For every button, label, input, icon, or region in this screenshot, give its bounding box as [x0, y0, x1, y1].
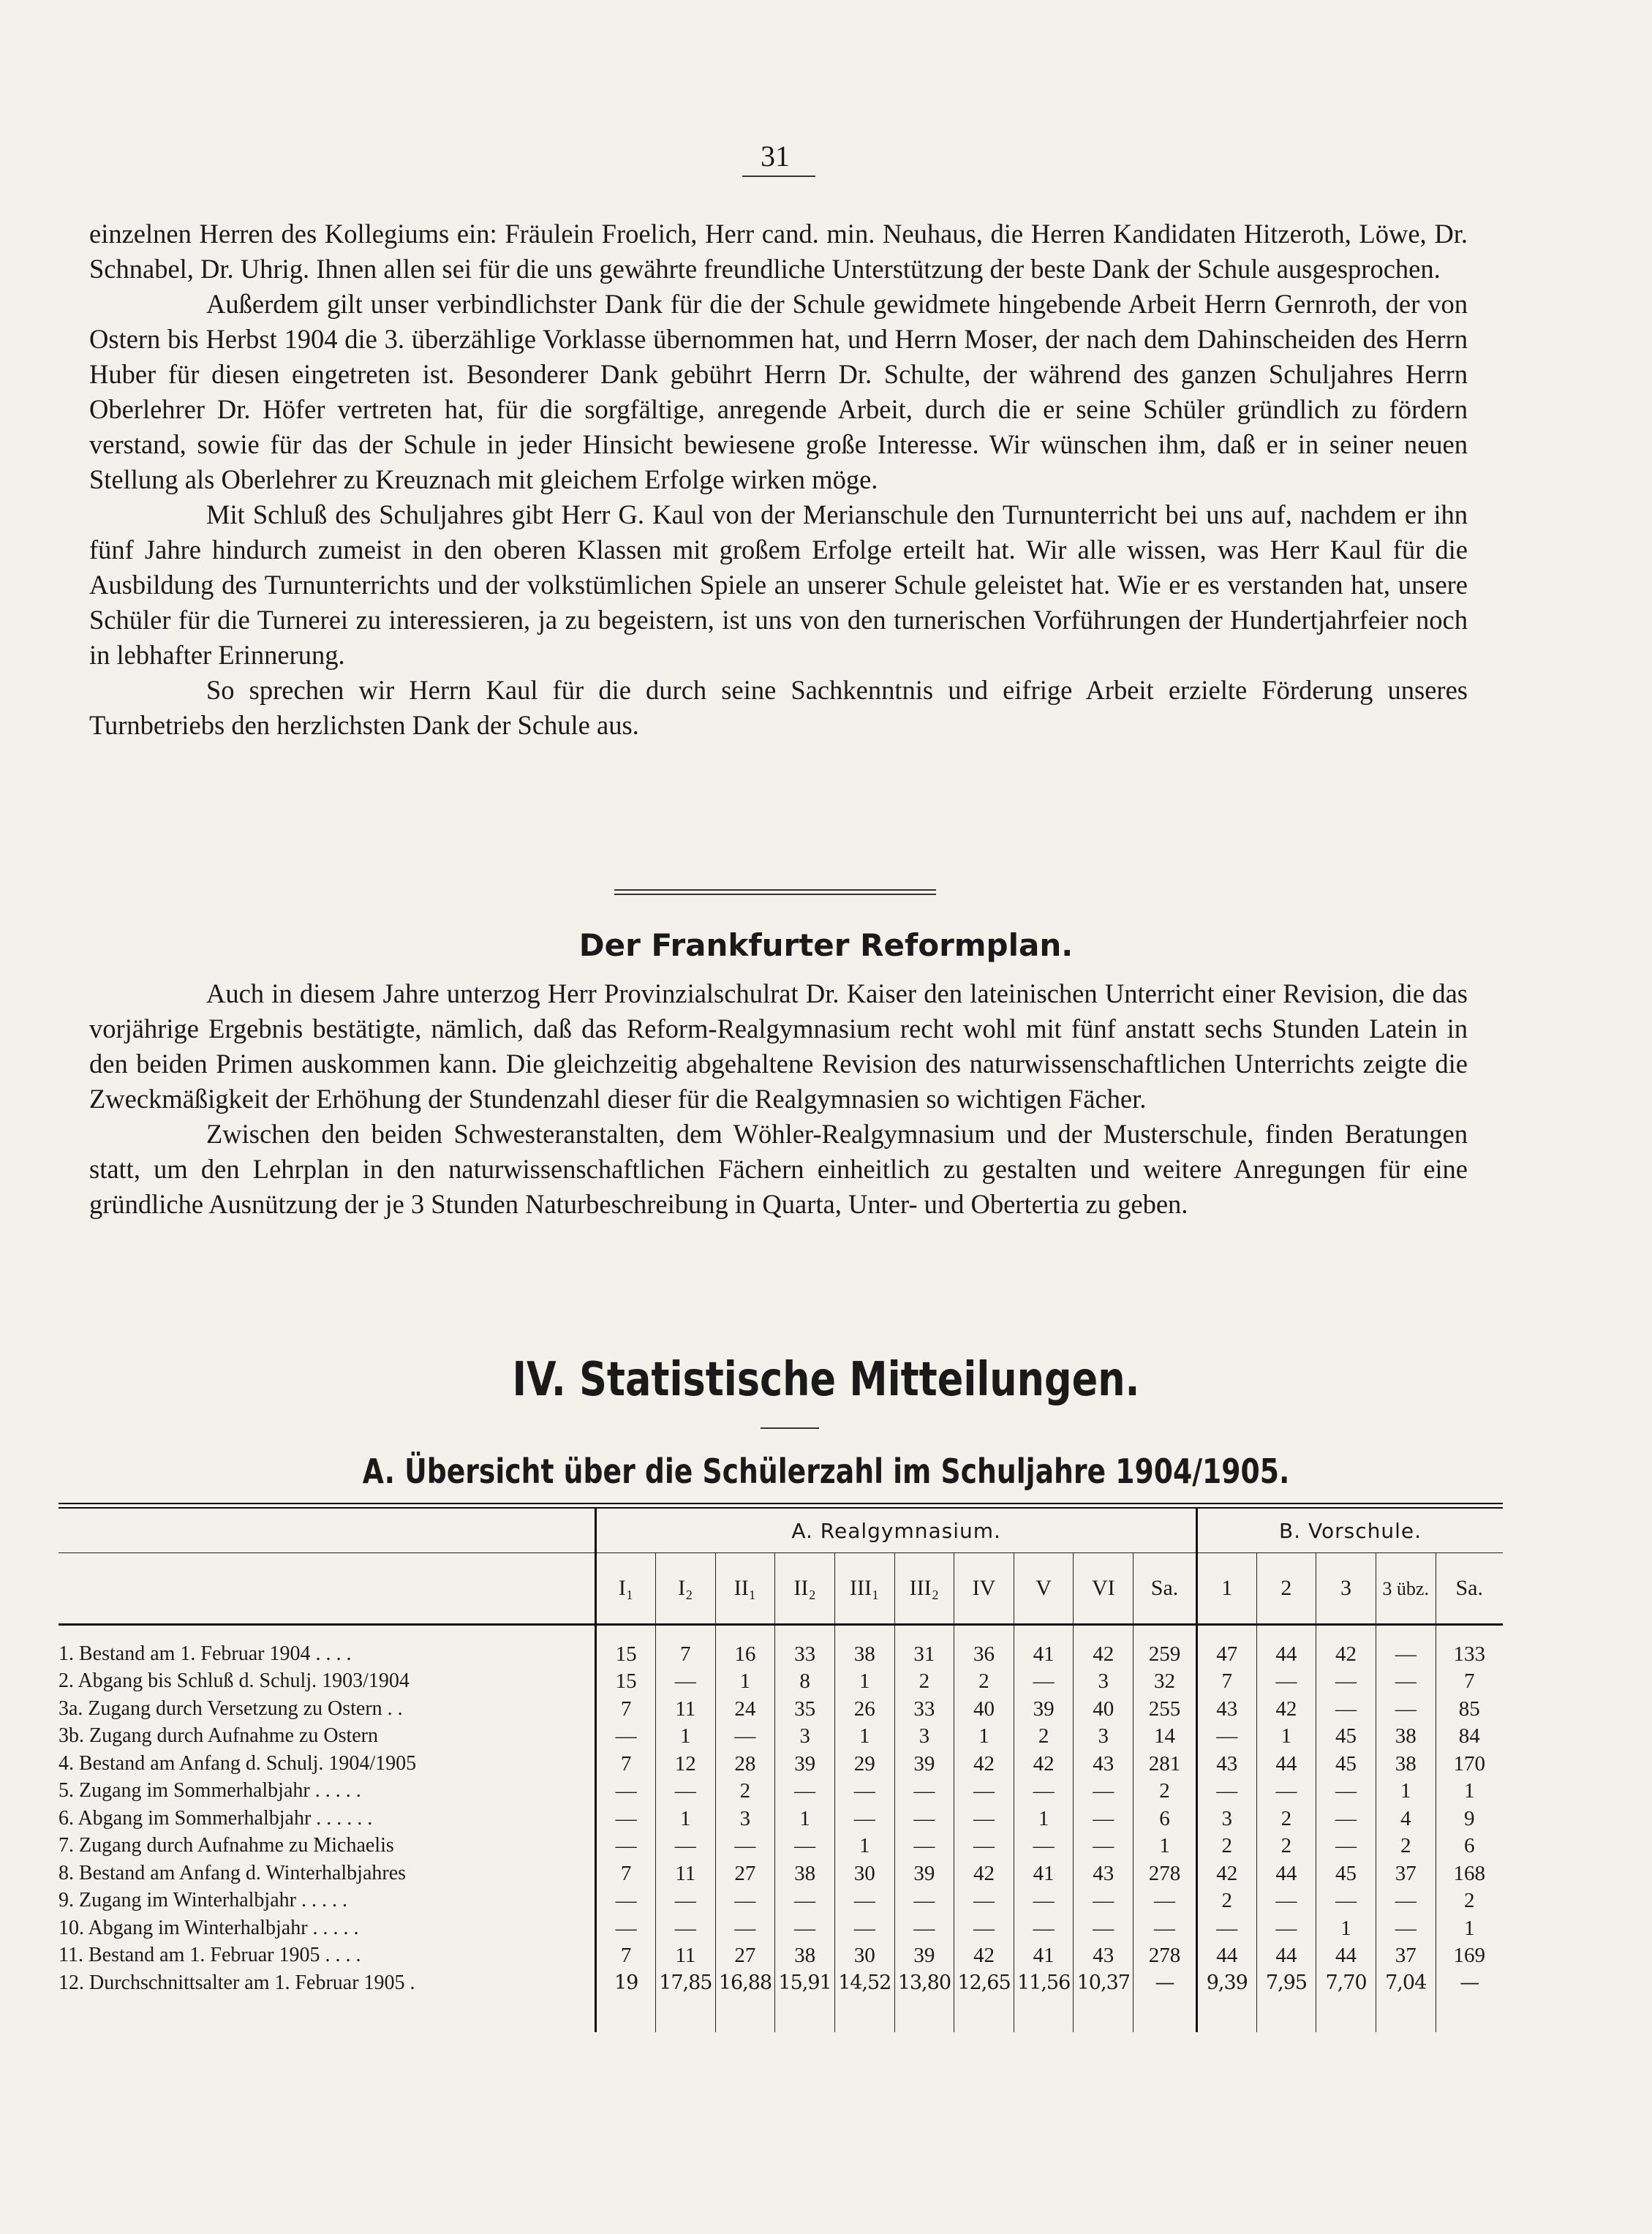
row-label: 8. Bestand am Anfang d. Winterhalbjahres [59, 1861, 407, 1884]
table-row [59, 1887, 1503, 1915]
group-b-header: B. Vorschule. [1196, 1509, 1503, 1553]
table-cell: 1 [954, 1723, 1014, 1751]
column-header: II₁ [715, 1553, 775, 1625]
table-cell: — [1196, 1914, 1256, 1942]
table-cell: — [1014, 1833, 1074, 1860]
column-header: III₁ [834, 1553, 894, 1625]
table-cell: 1 [655, 1805, 715, 1833]
table-cell: — [1256, 1668, 1316, 1696]
table-cell: 44 [1256, 1640, 1316, 1668]
table-cell: 16 [715, 1640, 775, 1668]
column-header: VI [1074, 1553, 1134, 1625]
table-cell: 84 [1436, 1723, 1503, 1751]
row-label: 3a. Zugang durch Versetzung zu Ostern . . [59, 1697, 403, 1720]
table-cell: 2 [1014, 1723, 1074, 1751]
table-cell: — [894, 1887, 954, 1915]
table-cell: 2 [954, 1668, 1014, 1696]
table-cell: 40 [1074, 1695, 1134, 1723]
table-cell: 6 [1436, 1833, 1503, 1860]
table-cell: — [954, 1778, 1014, 1805]
table-cell: 42 [1074, 1640, 1134, 1668]
table-cell: 44 [1256, 1860, 1316, 1887]
table-cell: 4 [1376, 1805, 1436, 1833]
row-label: 11. Bestand am 1. Februar 1905 . . . . [59, 1944, 361, 1967]
reform-heading: Der Frankfurter Reformplan. [578, 927, 1074, 963]
table-cell: 2 [1196, 1887, 1256, 1915]
table-cell: 44 [1196, 1942, 1256, 1970]
table-cell: 39 [894, 1860, 954, 1887]
table-cell: 15,91 [775, 1969, 835, 1997]
table-cell: 2 [1196, 1833, 1256, 1860]
page-number-rule [742, 176, 815, 177]
row-label: 5. Zugang im Sommerhalbjahr . . . . . [59, 1779, 361, 1803]
table-cell: 42 [1196, 1860, 1256, 1887]
table-cell: — [894, 1833, 954, 1860]
table-row [59, 1668, 1503, 1696]
table-cell: 168 [1436, 1860, 1503, 1887]
table-cell: 7 [596, 1942, 656, 1970]
table-cell: — [1014, 1914, 1074, 1942]
reform-paragraph-1: Auch in diesem Jahre unterzog Herr Provinzialschulrat Dr. Kaiser den lateinischen Unterricht einer Revision, die das vorjährige Ergebnis bestätigte, nämlich, daß das Reform-Realgymnasium recht wohl mit fünf anstatt sechs Stunden Latein in den beiden Primen auskommen kann. Die gleichzeitig abgehaltene Revision des naturwissenschaftlichen Unterrichts zeigte die Zweckmäßigkeit der Erhöhung der Stundenzahl dieser für die Realgymnasien so wichtigen Fächer. [89, 978, 1468, 1114]
row-label: 12. Durchschnittsalter am 1. Februar 1905 . [59, 1971, 415, 1994]
table-cell: — [596, 1805, 656, 1833]
table-cell: 42 [954, 1942, 1014, 1970]
table-cell: 2 [1376, 1833, 1436, 1860]
table-cell: 32 [1134, 1668, 1197, 1696]
table-cell: 9 [1436, 1805, 1503, 1833]
intro-paragraph-4: So sprechen wir Herrn Kaul für die durch seine Sachkenntnis und eifrige Arbeit erzielte Förderung unseres Turnbetriebs den herzlichsten Dank der Schule aus. [89, 675, 1468, 740]
table-cell: 45 [1316, 1723, 1376, 1751]
table-cell: 28 [715, 1750, 775, 1778]
table-cell: 1 [655, 1723, 715, 1751]
column-header: 3 übz. [1376, 1553, 1436, 1625]
table-cell: 278 [1134, 1942, 1197, 1970]
table-cell: — [655, 1778, 715, 1805]
table-cell: — [596, 1723, 656, 1751]
table-cell: — [775, 1778, 835, 1805]
table-cell: 43 [1196, 1750, 1256, 1778]
table-cell: — [1316, 1668, 1376, 1696]
table-cell: 7 [1196, 1668, 1256, 1696]
table-cell: — [954, 1833, 1014, 1860]
table-cell: 2 [1256, 1805, 1316, 1833]
table-cell: — [1316, 1805, 1376, 1833]
row-label: 6. Abgang im Sommerhalbjahr . . . . . . [59, 1806, 373, 1830]
table-row [59, 1914, 1503, 1942]
row-label: 9. Zugang im Winterhalbjahr . . . . . [59, 1889, 347, 1912]
intro-paragraph-3: Mit Schluß des Schuljahres gibt Herr G. Kaul von der Merianschule den Turnunterricht bei uns auf, nachdem er ihn fünf Jahre hindurch zumeist in den oberen Klassen mit großem Erfolge erteilt hat. Wir alle wissen, was Herr Kaul für die Ausbildung des Turnunterrichts und der volkstümlichen Spiele an unserer Schule geleistet hat. Wie er es verstanden hat, unsere Schüler für die Turnerei zu interessieren, ja zu begeistern, ist uns von den turnerischen Vorführungen der Hundertjahrfeier noch in lebhafter Erinnerung. [89, 499, 1468, 670]
section-separator [614, 889, 936, 895]
group-a-header: A. Realgymnasium. [596, 1509, 1197, 1553]
table-cell: 1 [715, 1668, 775, 1696]
table-cell: 38 [1376, 1750, 1436, 1778]
table-cell: 1 [834, 1723, 894, 1751]
table-cell: 14 [1134, 1723, 1197, 1751]
table-cell: 30 [834, 1942, 894, 1970]
table-cell: — [715, 1914, 775, 1942]
column-header: 2 [1256, 1553, 1316, 1625]
table-top-rule [59, 1503, 1503, 1504]
table-cell: — [1316, 1833, 1376, 1860]
table-cell: 7,95 [1256, 1969, 1316, 1997]
row-label: 2. Abgang bis Schluß d. Schulj. 1903/1904 [59, 1669, 410, 1693]
table-cell: — [834, 1778, 894, 1805]
row-label: 1. Bestand am 1. Februar 1904 . . . . [59, 1642, 352, 1665]
table-cell: 27 [715, 1860, 775, 1887]
table-cell: 12 [655, 1750, 715, 1778]
column-header: 3 [1316, 1553, 1376, 1625]
table-cell: 39 [775, 1750, 835, 1778]
table-cell: 15 [596, 1640, 656, 1668]
column-header: V [1014, 1553, 1074, 1625]
table-cell: — [596, 1778, 656, 1805]
table-row [59, 1860, 1503, 1887]
table-cell: — [1436, 1969, 1503, 1997]
table-cell: 36 [954, 1640, 1014, 1668]
table-cell: — [715, 1723, 775, 1751]
table-cell: 1 [834, 1833, 894, 1860]
table-cell: — [775, 1833, 835, 1860]
table-cell: 40 [954, 1695, 1014, 1723]
table-row [59, 1640, 1503, 1668]
table-cell: 41 [1014, 1860, 1074, 1887]
table-cell: — [1256, 1778, 1316, 1805]
table-cell: 45 [1316, 1750, 1376, 1778]
table-cell: 27 [715, 1942, 775, 1970]
table-cell: 38 [834, 1640, 894, 1668]
statistics-heading: IV. Statistische Mitteilungen. [512, 1353, 1140, 1407]
table-cell: 10,37 [1074, 1969, 1134, 1997]
column-header: II₂ [775, 1553, 835, 1625]
table-cell: 39 [894, 1750, 954, 1778]
table-cell: 3 [894, 1723, 954, 1751]
table-cell: 41 [1014, 1942, 1074, 1970]
row-label: 10. Abgang im Winterhalbjahr . . . . . [59, 1916, 359, 1939]
table-row [59, 1805, 1503, 1833]
table-cell: 7,70 [1316, 1969, 1376, 1997]
table-cell: 11,56 [1014, 1969, 1074, 1997]
table-cell: 38 [775, 1942, 835, 1970]
table-cell: 37 [1376, 1942, 1436, 1970]
table-cell: — [1316, 1695, 1376, 1723]
table-cell: 41 [1014, 1640, 1074, 1668]
table-cell: — [655, 1833, 715, 1860]
table-cell: — [1014, 1887, 1074, 1915]
table-cell: — [954, 1805, 1014, 1833]
table-cell: 24 [715, 1695, 775, 1723]
table-row [59, 1969, 1503, 1997]
heading-rule [761, 1427, 819, 1429]
table-row [59, 1723, 1503, 1751]
intro-paragraph-2: Außerdem gilt unser verbindlichster Dank für die der Schule gewidmete hingebende Arbeit Herrn Gernroth, der von Ostern bis Herbst 1904 die 3. überzählige Vorklasse übernommen hat, und Herrn Moser, der nach dem Dahinscheiden des Herrn Huber für diesen eingetreten ist. Besonderer Dank gebührt Herrn Dr. Schulte, der während des ganzen Schuljahres Herrn Oberlehrer Dr. Höfer vertreten hat, für die sorgfältige, anregende Arbeit, durch die er seine Schüler gründlich zu fördern verstand, sowie für das der Schule in jeder Hinsicht bewiesene große Interesse. Wir wünschen ihm, daß er in seiner neuen Stellung als Oberlehrer zu Kreuznach mit gleichem Erfolge wirken möge. [89, 289, 1468, 494]
table-cell: 44 [1256, 1750, 1316, 1778]
table-cell: — [894, 1805, 954, 1833]
table-cell: 30 [834, 1860, 894, 1887]
column-header: 1 [1196, 1553, 1256, 1625]
table-cell: 14,52 [834, 1969, 894, 1997]
table-cell: 3 [1074, 1668, 1134, 1696]
table-cell: 7 [596, 1750, 656, 1778]
table-row [59, 1695, 1503, 1723]
intro-paragraph-1: einzelnen Herren des Kollegiums ein: Fräulein Froelich, Herr cand. min. Neuhaus, die Herren Kandidaten Hitzeroth, Löwe, Dr. Schnabel, Dr. Uhrig. Ihnen allen sei für die uns gewährte freundliche Unterstützung der beste Dank der Schule ausgesprochen. [89, 219, 1468, 284]
table-cell: 1 [1014, 1805, 1074, 1833]
table-cell: 3 [775, 1723, 835, 1751]
table-cell: — [834, 1887, 894, 1915]
table-cell: 2 [1134, 1778, 1197, 1805]
table-cell: — [1074, 1887, 1134, 1915]
table-cell: 2 [894, 1668, 954, 1696]
table-cell: 1 [1376, 1778, 1436, 1805]
table-cell: 43 [1074, 1942, 1134, 1970]
table-cell: — [655, 1914, 715, 1942]
table-cell: 11 [655, 1860, 715, 1887]
table-cell: — [1014, 1668, 1074, 1696]
table-cell: 7 [655, 1640, 715, 1668]
table-cell: 31 [894, 1640, 954, 1668]
table-cell: 43 [1196, 1695, 1256, 1723]
table-cell: — [894, 1778, 954, 1805]
row-label-header [59, 1509, 596, 1553]
row-label: 4. Bestand am Anfang d. Schulj. 1904/1905 [59, 1751, 417, 1775]
table-cell: — [1074, 1833, 1134, 1860]
table-cell: — [775, 1914, 835, 1942]
table-cell: — [1134, 1914, 1197, 1942]
table-cell: — [1014, 1778, 1074, 1805]
table-cell: — [596, 1833, 656, 1860]
table-cell: 8 [775, 1668, 835, 1696]
table-cell: — [1134, 1969, 1197, 1997]
table-cell: — [1376, 1695, 1436, 1723]
table-cell: 169 [1436, 1942, 1503, 1970]
table-cell: 43 [1074, 1860, 1134, 1887]
table-cell: 2 [1256, 1833, 1316, 1860]
table-cell: 3 [715, 1805, 775, 1833]
table-cell: — [1256, 1887, 1316, 1915]
table-cell: — [596, 1887, 656, 1915]
table-heading: A. Übersicht über die Schülerzahl im Schuljahre 1904/1905. [362, 1452, 1290, 1491]
table-cell: 1 [1256, 1723, 1316, 1751]
table-cell: — [1316, 1887, 1376, 1915]
row-label: 3b. Zugang durch Aufnahme zu Ostern [59, 1724, 378, 1748]
table-cell: 16,88 [715, 1969, 775, 1997]
table-cell: — [834, 1805, 894, 1833]
table-cell: — [655, 1887, 715, 1915]
table-cell: 42 [1316, 1640, 1376, 1668]
column-header: I₁ [596, 1553, 656, 1625]
table-cell: — [1256, 1914, 1316, 1942]
table-cell: — [655, 1668, 715, 1696]
table-cell: 1 [1436, 1778, 1503, 1805]
column-header: Sa. [1436, 1553, 1503, 1625]
table-cell: 42 [1256, 1695, 1316, 1723]
table-cell: — [596, 1914, 656, 1942]
table-cell: 1 [775, 1805, 835, 1833]
table-cell: 170 [1436, 1750, 1503, 1778]
table-cell: — [715, 1833, 775, 1860]
table-cell: 19 [596, 1969, 656, 1997]
student-statistics-table-wrap [59, 1503, 1503, 2032]
table-cell: 39 [1014, 1695, 1074, 1723]
table-cell: 44 [1256, 1942, 1316, 1970]
table-cell: 7,04 [1376, 1969, 1436, 1997]
column-header: III₂ [894, 1553, 954, 1625]
table-cell: 33 [775, 1640, 835, 1668]
table-cell: 38 [1376, 1723, 1436, 1751]
table-cell: 3 [1196, 1805, 1256, 1833]
table-cell: 38 [775, 1860, 835, 1887]
column-header: IV [954, 1553, 1014, 1625]
table-cell: 11 [655, 1695, 715, 1723]
student-statistics-table [59, 1509, 1503, 2032]
table-cell: — [894, 1914, 954, 1942]
table-cell: 13,80 [894, 1969, 954, 1997]
table-cell: — [1074, 1914, 1134, 1942]
table-cell: — [954, 1914, 1014, 1942]
intro-text [89, 216, 1468, 743]
table-bottom-padding [59, 1997, 1503, 2032]
table-cell: 15 [596, 1668, 656, 1696]
table-cell: 35 [775, 1695, 835, 1723]
table-row [59, 1942, 1503, 1970]
table-cell: 6 [1134, 1805, 1197, 1833]
table-cell: 259 [1134, 1640, 1197, 1668]
table-cell: 7 [596, 1860, 656, 1887]
table-cell: 1 [1134, 1833, 1197, 1860]
table-cell: 1 [1316, 1914, 1376, 1942]
table-cell: — [1074, 1778, 1134, 1805]
table-cell: 26 [834, 1695, 894, 1723]
table-row [59, 1750, 1503, 1778]
table-cell: — [715, 1887, 775, 1915]
table-cell: 2 [715, 1778, 775, 1805]
table-cell: 255 [1134, 1695, 1197, 1723]
table-cell: — [1376, 1668, 1436, 1696]
table-cell: 11 [655, 1942, 715, 1970]
reform-paragraph-2: Zwischen den beiden Schwesteranstalten, dem Wöhler-Realgymnasium und der Musterschule, finden Beratungen statt, um den Lehrplan in den naturwissenschaftlichen Fächern einheitlich zu gestalten und weitere Anregungen für eine gründliche Ausnützung der je 3 Stunden Naturbeschreibung in Quarta, Unter- und Obertertia zu geben. [89, 1119, 1468, 1219]
column-header: Sa. [1134, 1553, 1197, 1625]
row-label-column-header [59, 1553, 596, 1625]
row-label: 7. Zugang durch Aufnahme zu Michaelis [59, 1834, 394, 1857]
table-cell: 33 [894, 1695, 954, 1723]
table-cell: 45 [1316, 1860, 1376, 1887]
table-cell: 133 [1436, 1640, 1503, 1668]
table-cell: 37 [1376, 1860, 1436, 1887]
table-cell: 9,39 [1196, 1969, 1256, 1997]
table-cell: — [1376, 1640, 1436, 1668]
table-cell: 42 [1014, 1750, 1074, 1778]
table-cell: 1 [1436, 1914, 1503, 1942]
table-cell: — [1196, 1778, 1256, 1805]
table-cell: 278 [1134, 1860, 1197, 1887]
table-cell: — [1074, 1805, 1134, 1833]
table-cell: 17,85 [655, 1969, 715, 1997]
table-cell: 281 [1134, 1750, 1197, 1778]
table-cell: — [1376, 1914, 1436, 1942]
table-cell: 39 [894, 1942, 954, 1970]
table-row [59, 1833, 1503, 1860]
table-cell: 2 [1436, 1887, 1503, 1915]
table-cell: 1 [834, 1668, 894, 1696]
table-cell: — [1376, 1887, 1436, 1915]
table-cell: 42 [954, 1750, 1014, 1778]
table-cell: 42 [954, 1860, 1014, 1887]
table-cell: 29 [834, 1750, 894, 1778]
table-cell: 12,65 [954, 1969, 1014, 1997]
table-cell: — [834, 1914, 894, 1942]
column-header: I₂ [655, 1553, 715, 1625]
table-cell: 47 [1196, 1640, 1256, 1668]
reform-text [89, 976, 1468, 1222]
table-cell: — [954, 1887, 1014, 1915]
table-cell: 7 [596, 1695, 656, 1723]
table-cell: 43 [1074, 1750, 1134, 1778]
table-cell: 7 [1436, 1668, 1503, 1696]
table-cell: — [1196, 1723, 1256, 1751]
table-cell: — [1134, 1887, 1197, 1915]
table-row [59, 1778, 1503, 1805]
table-cell: 44 [1316, 1942, 1376, 1970]
table-cell: 3 [1074, 1723, 1134, 1751]
table-cell: — [1316, 1778, 1376, 1805]
table-cell: 85 [1436, 1695, 1503, 1723]
page-number: 31 [761, 140, 790, 173]
table-spacer-row [59, 1625, 1503, 1641]
table-cell: — [775, 1887, 835, 1915]
